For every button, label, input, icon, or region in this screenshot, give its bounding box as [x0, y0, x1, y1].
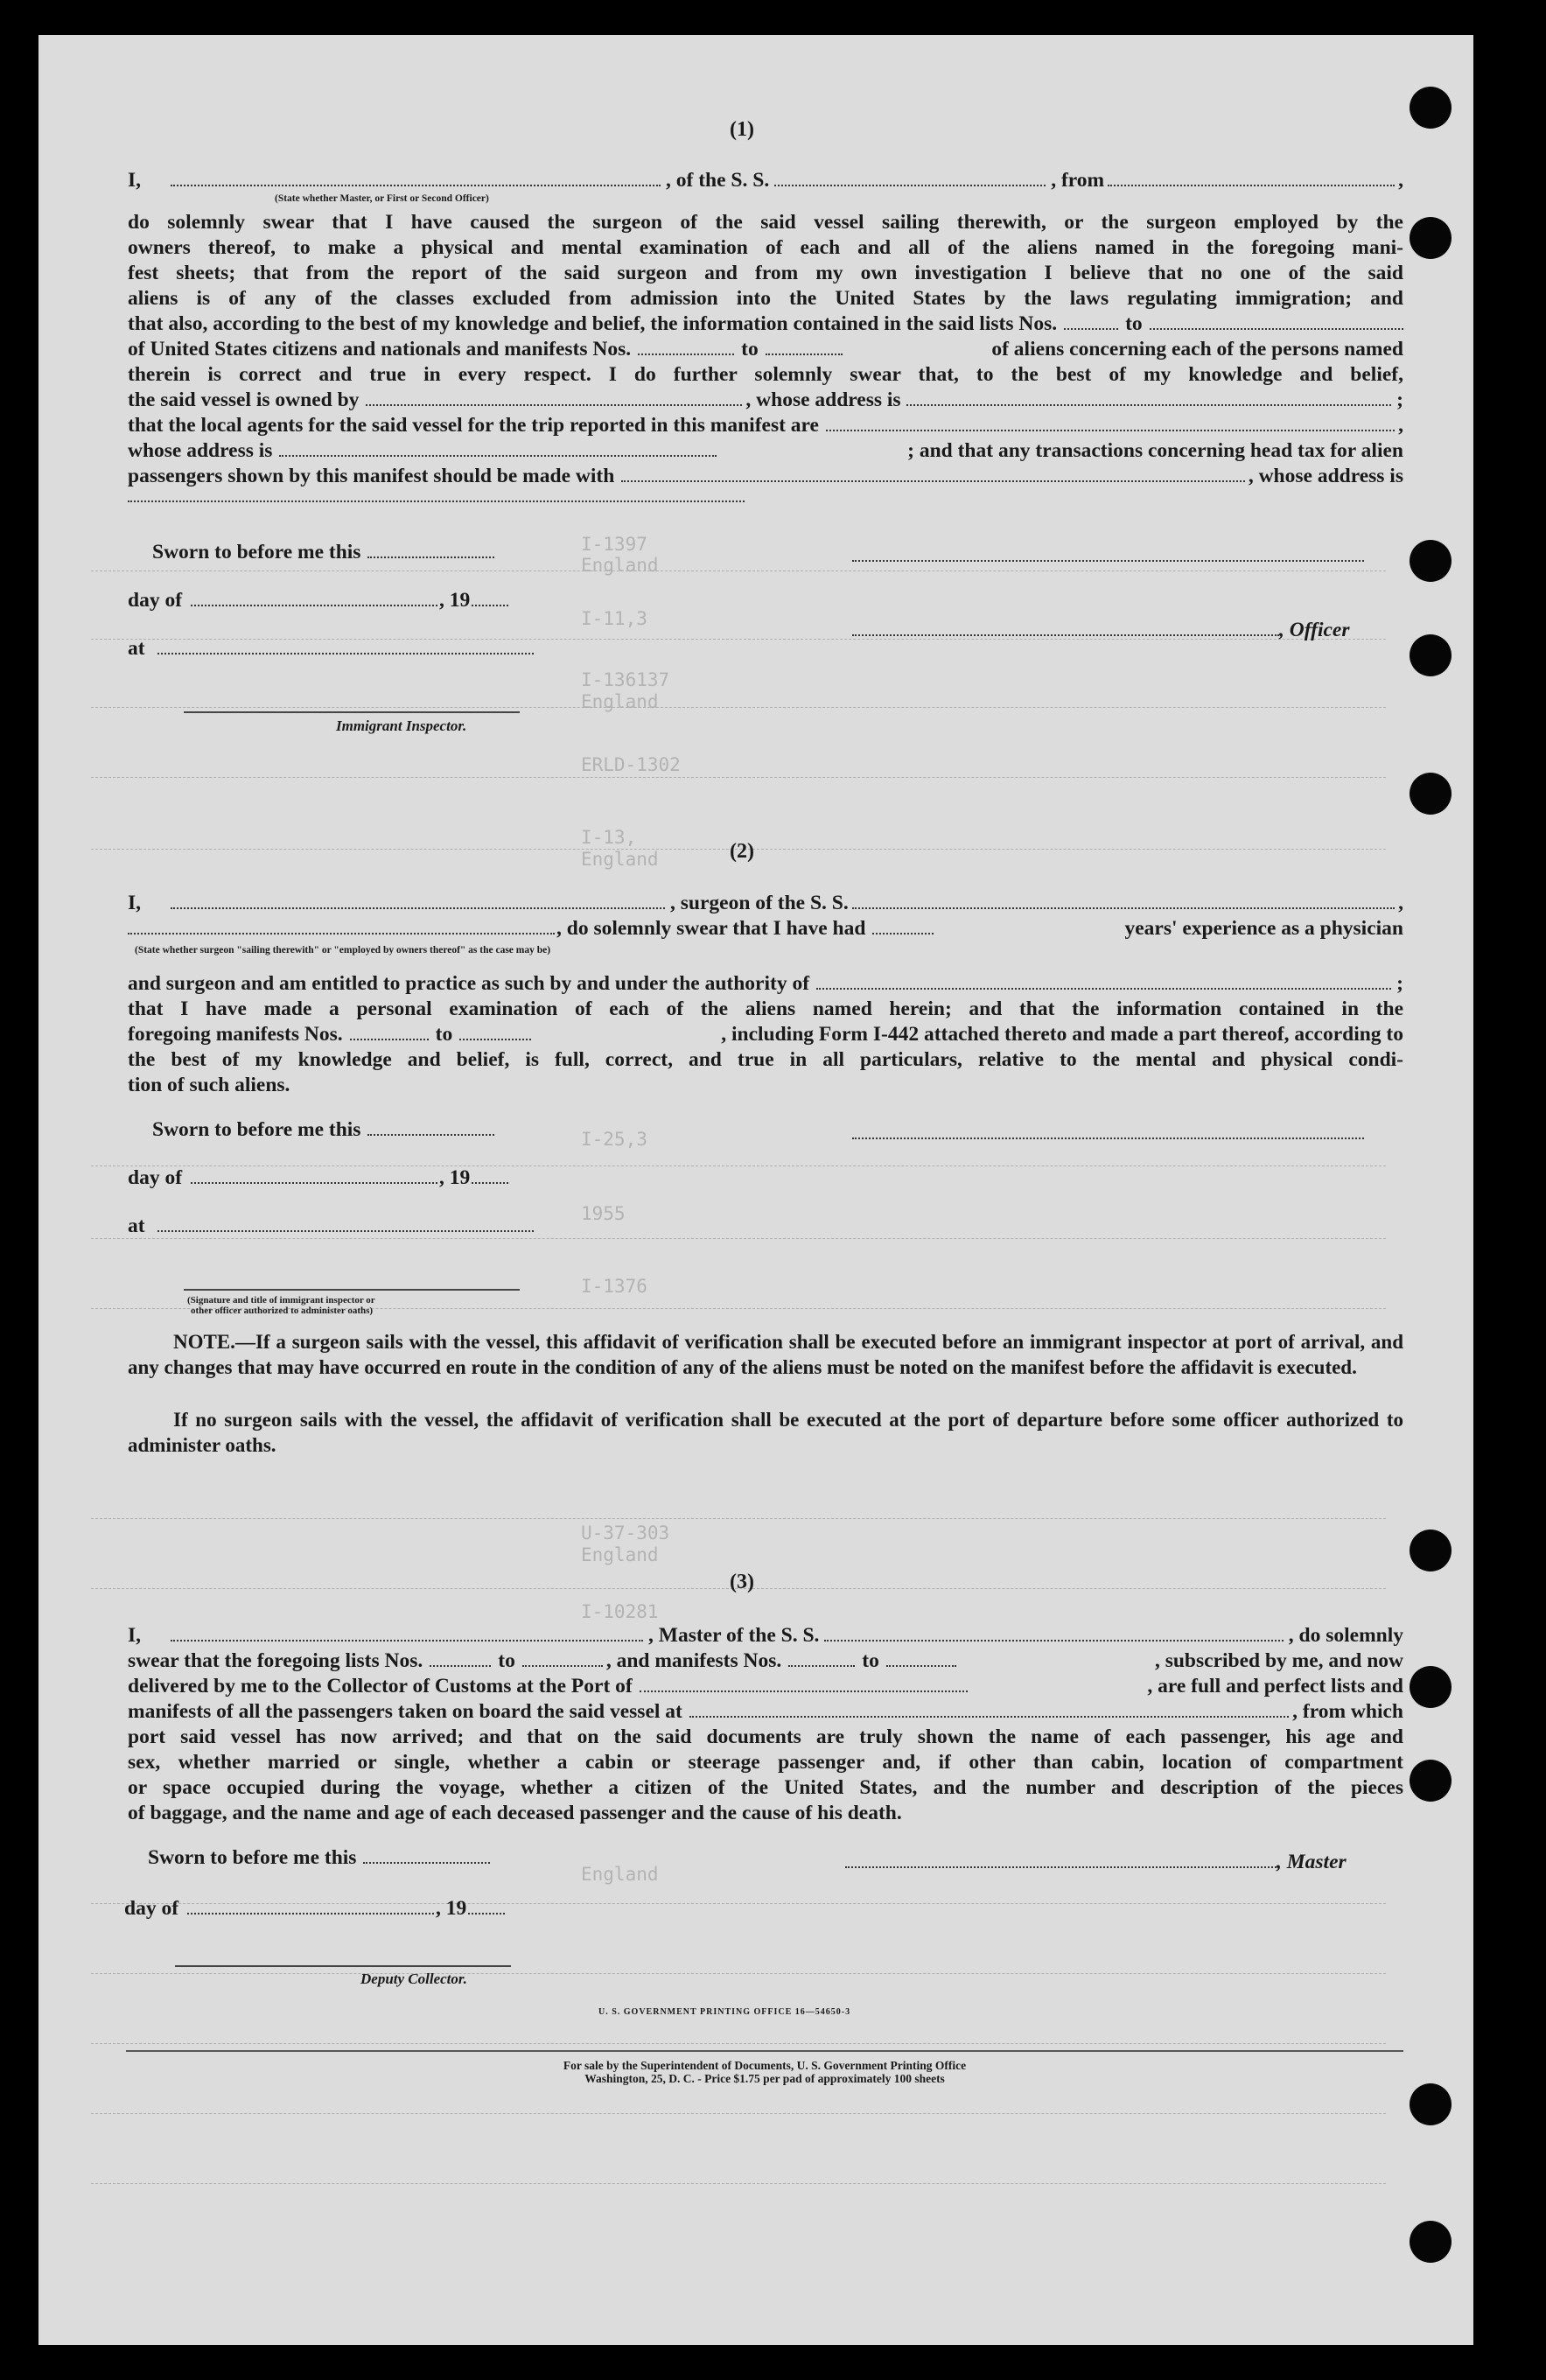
footer-divider: [126, 2050, 1403, 2052]
day-field[interactable]: [191, 1166, 437, 1184]
oath-text: , whose address is: [1248, 465, 1403, 487]
oath-text: tion of such aliens.: [128, 1074, 290, 1096]
signature-caption: Deputy Collector.: [360, 1970, 467, 1987]
surgeon-name-field[interactable]: [171, 892, 665, 909]
oath-line: [128, 388, 1403, 413]
binder-hole: [1410, 2221, 1452, 2263]
officer-signature-field[interactable]: [852, 544, 1364, 562]
day-line: [128, 1166, 508, 1190]
owner-field[interactable]: [366, 388, 742, 406]
oath-text: ,: [1398, 414, 1403, 437]
oath-line: [128, 413, 1403, 438]
note-paragraph: If no surgeon sails with the vessel, the affidavit of verification shall be executed at the port of departure before some officer authorized to administer oaths.: [128, 1409, 1403, 1456]
lists-from-field[interactable]: [1064, 312, 1118, 330]
ghost-rule: [91, 707, 1386, 708]
oath-text: delivered by me to the Collector of Customs at the Port of: [128, 1675, 633, 1698]
oath-line: [128, 312, 1403, 337]
surgeon-status-field[interactable]: [128, 917, 555, 934]
inspector-signature-line[interactable]: [184, 1289, 520, 1291]
oath-text: , including Form I-442 attached thereto and made a part thereof, according to: [721, 1023, 1403, 1046]
ghost-text: I-11,3: [581, 608, 647, 629]
oath-text: , and manifests Nos.: [605, 1649, 782, 1672]
oath-line: [128, 168, 1403, 193]
oath-line: [128, 1073, 1403, 1098]
vessel-name-field[interactable]: [774, 169, 1046, 186]
field-caption: (State whether Master, or First or Second Officer): [275, 193, 489, 204]
head-tax-field[interactable]: [621, 465, 1245, 482]
manifests-to-field[interactable]: [459, 1023, 531, 1040]
oath-text: years' experience as a physician: [1124, 917, 1403, 940]
ghost-text: England: [581, 1544, 659, 1565]
binder-hole: [1410, 217, 1452, 259]
oath-text: , surgeon of the S. S.: [670, 892, 849, 914]
oath-text: the said vessel is owned by: [128, 388, 360, 411]
ghost-rule: [91, 2113, 1386, 2114]
boarding-port-field[interactable]: [689, 1700, 1289, 1718]
oath-text: fest sheets; that from the report of the said surgeon and from my own investigation I believe that no one of the said: [128, 262, 1403, 284]
oath-text: to: [1125, 312, 1143, 335]
oath-text: manifests of all the passengers taken on board the said vessel at: [128, 1700, 682, 1723]
section-number: (2): [730, 840, 754, 863]
place-field[interactable]: [157, 1214, 534, 1232]
lists-to-field[interactable]: [1150, 312, 1403, 330]
master-title-field[interactable]: [171, 169, 661, 186]
at-line: [128, 1214, 534, 1238]
year-field[interactable]: [472, 589, 508, 606]
oath-text: , do solemnly: [1288, 1624, 1403, 1647]
day-field[interactable]: [187, 1897, 434, 1914]
oath-text: day of: [128, 589, 183, 612]
ghost-rule: [91, 777, 1386, 778]
oath-text: to: [862, 1649, 879, 1672]
oath-line: [128, 1648, 1403, 1674]
oath-line: [128, 337, 1403, 362]
note-heading: NOTE.: [173, 1331, 235, 1353]
oath-text: to: [498, 1649, 515, 1672]
oath-text: ,: [1398, 892, 1403, 914]
manifest-page: [38, 35, 1473, 2345]
oath-text: ; and that any transactions concerning head tax for alien: [907, 439, 1403, 462]
oath-text: of baggage, and the name and age of each deceased passenger and the cause of his death.: [128, 1802, 902, 1824]
binder-hole: [1410, 1530, 1452, 1572]
ghost-text: England: [581, 849, 659, 870]
oath-text: , subscribed by me, and now: [1154, 1649, 1403, 1672]
vessel-name-field[interactable]: [852, 892, 1395, 909]
master-signature-field[interactable]: [845, 1851, 1277, 1868]
oath-text: , 19: [439, 1166, 471, 1189]
port-field[interactable]: [640, 1675, 968, 1692]
oath-text: to: [435, 1023, 453, 1046]
lists-from-field[interactable]: [430, 1649, 491, 1667]
oath-text: , 19: [436, 1897, 467, 1920]
oath-line: [128, 1801, 1403, 1826]
ghost-text: England: [581, 1864, 659, 1885]
inspector-signature-line[interactable]: [184, 711, 520, 713]
manifests-from-field[interactable]: [788, 1649, 855, 1667]
signature-caption: (Signature and title of immigrant inspector or: [187, 1295, 375, 1306]
ghost-text: England: [581, 691, 659, 712]
oath-text: foregoing manifests Nos.: [128, 1023, 343, 1046]
day-line: [128, 589, 508, 612]
oath-text: Sworn to before me this: [148, 1846, 357, 1869]
oath-text: , of the S. S.: [666, 169, 770, 192]
sworn-line: [152, 1118, 494, 1142]
oath-text: , 19: [439, 589, 471, 612]
oath-text: of United States citizens and nationals and manifests Nos.: [128, 338, 632, 360]
surgeon-signature-field[interactable]: [852, 1122, 1364, 1139]
oath-line: [128, 1699, 1403, 1725]
ghost-rule: [91, 570, 1386, 571]
oath-text: ,: [1398, 169, 1403, 192]
oath-text: that I have made a personal examination of each of the aliens named herein; and that the information contained in the: [128, 998, 1403, 1020]
section-number: (3): [730, 1571, 754, 1593]
binder-hole: [1410, 1666, 1452, 1708]
agents-address-field[interactable]: [279, 439, 717, 457]
signature-caption: Immigrant Inspector.: [336, 718, 467, 734]
manifests-to-field[interactable]: [766, 338, 843, 355]
ghost-text: I-13,: [581, 827, 637, 848]
sworn-line: [152, 541, 494, 564]
oath-text: to: [741, 338, 759, 360]
oath-text: I,: [128, 892, 142, 914]
oath-text: or space occupied during the voyage, whether a citizen of the United States, and the number and description of the pieces: [128, 1776, 1403, 1799]
oath-text: day of: [128, 1166, 183, 1189]
master-name-field[interactable]: [171, 1624, 643, 1642]
oath-text: whose address is: [128, 439, 273, 462]
oath-text: , do solemnly swear that I have had: [556, 917, 866, 940]
field-caption: (State whether surgeon "sailing therewith" or "employed by owners thereof" as the case may be): [135, 945, 551, 956]
manifests-from-field[interactable]: [638, 338, 734, 355]
oath-text: I,: [128, 169, 142, 192]
ghost-text: ERLD-1302: [581, 754, 681, 775]
ghost-text: I-10281: [581, 1601, 659, 1622]
oath-line: [128, 1674, 1403, 1699]
oath-text: therein is correct and true in every respect. I do further solemnly swear that, to the best of my knowledge and belief,: [128, 363, 1403, 386]
oath-text: , whose address is: [745, 388, 901, 411]
ghost-text: I-25,3: [581, 1129, 647, 1150]
officer-title-field[interactable]: [852, 619, 1279, 636]
oath-text: , from: [1051, 169, 1105, 192]
binder-hole: [1410, 773, 1452, 815]
footer-text: Washington, 25, D. C. - Price $1.75 per pad of approximately 100 sheets: [584, 2072, 945, 2085]
sworn-date-field[interactable]: [363, 1846, 490, 1864]
years-field[interactable]: [872, 917, 934, 934]
oath-line: [128, 1022, 1403, 1047]
oath-line: [128, 971, 1403, 997]
oath-line: [128, 438, 1403, 464]
year-field[interactable]: [468, 1897, 505, 1914]
oath-text: that also, according to the best of my knowledge and belief, the information contained in the said lists Nos.: [128, 312, 1058, 335]
port-from-field[interactable]: [1108, 169, 1395, 186]
oath-text: I,: [128, 1624, 142, 1647]
oath-text: passengers shown by this manifest should be made with: [128, 465, 615, 487]
binder-hole: [1410, 1760, 1452, 1802]
oath-text: day of: [124, 1897, 179, 1920]
binder-hole: [1410, 540, 1452, 582]
head-tax-address-field[interactable]: [128, 485, 745, 502]
signature-caption: other officer authorized to administer oaths): [191, 1306, 374, 1316]
printing-office-line: U. S. GOVERNMENT PRINTING OFFICE 16—54650-3: [598, 2007, 851, 2017]
ghost-rule: [91, 2043, 1386, 2044]
ghost-text: U-37-303: [581, 1522, 670, 1544]
sworn-date-field[interactable]: [367, 1118, 494, 1136]
binder-hole: [1410, 87, 1452, 129]
owner-address-field[interactable]: [906, 388, 1392, 406]
day-line: [124, 1897, 505, 1921]
manifests-from-field[interactable]: [350, 1023, 429, 1040]
ghost-rule: [91, 2183, 1386, 2184]
oath-text: sex, whether married or single, whether a cabin or steerage passenger and, if other than cabin, location of compartment: [128, 1751, 1403, 1774]
year-field[interactable]: [472, 1166, 508, 1184]
oath-text: at: [128, 1214, 145, 1237]
oath-text: ;: [1396, 388, 1403, 411]
day-field[interactable]: [191, 589, 437, 606]
ghost-text: 1955: [581, 1203, 626, 1224]
binder-hole: [1410, 2083, 1452, 2125]
deputy-signature-line[interactable]: [175, 1965, 511, 1967]
officer-line: [852, 619, 1349, 642]
footer-text: For sale by the Superintendent of Documents, U. S. Government Printing Office: [563, 2059, 967, 2072]
sworn-line: [148, 1846, 490, 1870]
oath-text: and surgeon and am entitled to practice as such by and under the authority of: [128, 972, 810, 995]
oath-text: aliens is of any of the classes excluded from admission into the United States by the laws regulating immigration; and: [128, 287, 1403, 310]
note-text: —If a surgeon sails with the vessel, this affidavit of verification shall be executed before an immigrant inspector at port of arrival, and any changes that may have occurred en route in the condition of any of the aliens must be noted on the manifest before the affidavit is executed.: [128, 1331, 1403, 1378]
oath-text: of aliens concerning each of the persons named: [991, 338, 1403, 360]
oath-text: , from which: [1292, 1700, 1403, 1723]
oath-line: [128, 1623, 1403, 1648]
vessel-name-field[interactable]: [824, 1624, 1283, 1642]
ghost-rule: [91, 1238, 1386, 1239]
oath-line: [128, 916, 1403, 942]
ghost-rule: [91, 1518, 1386, 1519]
oath-text: the best of my knowledge and belief, is full, correct, and true in all particulars, relative to the mental and physical condi-: [128, 1048, 1403, 1071]
oath-text: Sworn to before me this: [152, 1118, 361, 1141]
binder-hole: [1410, 634, 1452, 676]
oath-text: , Officer: [1279, 619, 1350, 641]
oath-text: port said vessel has now arrived; and that on the said documents are truly shown the name of each passenger, his age and: [128, 1726, 1403, 1748]
oath-text: do solemnly swear that I have caused the surgeon of the said vessel sailing therewith, or the surgeon employed by the: [128, 211, 1403, 234]
note-paragraph: [128, 1330, 1403, 1380]
at-line: [128, 637, 534, 661]
authority-field[interactable]: [816, 972, 1391, 990]
oath-text: owners thereof, to make a physical and mental examination of each and all of the aliens named in the foregoing mani-: [128, 236, 1403, 259]
manifests-to-field[interactable]: [886, 1649, 956, 1667]
footer: [327, 2059, 1202, 2085]
ghost-text: England: [581, 555, 659, 576]
place-field[interactable]: [157, 637, 534, 654]
oath-text: , Master: [1277, 1851, 1347, 1873]
lists-to-field[interactable]: [522, 1649, 603, 1667]
agents-field[interactable]: [826, 414, 1395, 431]
ghost-text: I-1376: [581, 1276, 647, 1297]
oath-text: , are full and perfect lists and: [1147, 1675, 1403, 1698]
oath-text: that the local agents for the said vessel for the trip reported in this manifest are: [128, 414, 819, 437]
oath-text: Sworn to before me this: [152, 541, 361, 564]
oath-text: at: [128, 637, 145, 660]
sworn-date-field[interactable]: [367, 541, 494, 558]
ghost-rule: [91, 1973, 1386, 1974]
section-number: (1): [730, 118, 754, 141]
ghost-text: I-1397: [581, 534, 647, 555]
oath-text: , Master of the S. S.: [648, 1624, 820, 1647]
ghost-text: I-136137: [581, 669, 670, 690]
oath-line: [128, 891, 1403, 916]
master-signature-line: [845, 1851, 1347, 1874]
oath-text: swear that the foregoing lists Nos.: [128, 1649, 423, 1672]
oath-text: ;: [1396, 972, 1403, 995]
